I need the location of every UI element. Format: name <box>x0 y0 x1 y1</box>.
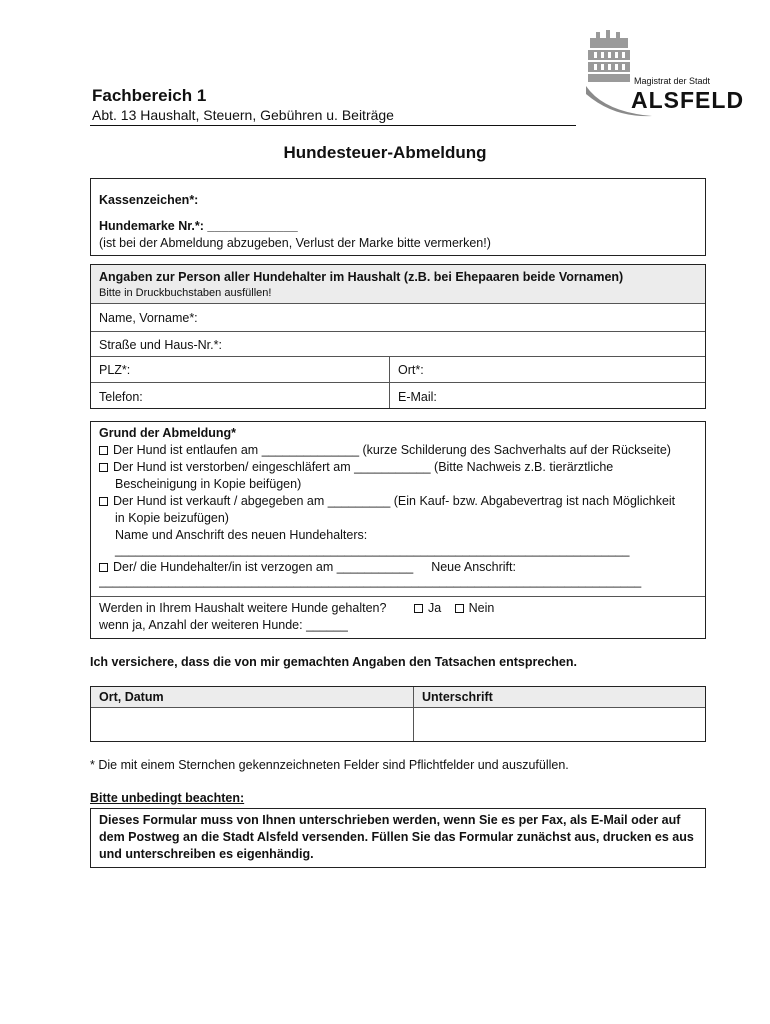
ort-field[interactable] <box>389 357 705 382</box>
unterschrift-field[interactable] <box>413 708 705 741</box>
signature-header-row <box>91 687 705 707</box>
logo-city-name: ALSFELD <box>631 87 745 113</box>
section-identification <box>90 178 706 256</box>
personal-note: Bitte in Druckbuchstaben ausfüllen! <box>99 287 272 299</box>
signature-input-row <box>91 707 705 741</box>
reason-option-sold-cont: in Kopie beizufügen) <box>115 511 229 525</box>
option-nein[interactable] <box>455 600 495 617</box>
ort-datum-header: Ort, Datum <box>99 690 164 704</box>
name-label: Name, Vorname*: <box>99 311 198 325</box>
personal-heading-row <box>91 265 705 303</box>
reason-option-moved-label: Der/ die Hundehalter/in ist verzogen am ___________ <box>113 560 414 574</box>
checkbox-icon[interactable] <box>99 463 108 472</box>
other-dogs-row <box>91 596 705 638</box>
notice-box <box>90 808 706 868</box>
telefon-field[interactable] <box>91 383 389 408</box>
plz-field[interactable] <box>91 357 389 382</box>
option-ja[interactable] <box>414 600 441 617</box>
checkbox-icon[interactable] <box>414 604 423 613</box>
section-reason <box>90 421 706 639</box>
plz-label: PLZ*: <box>99 363 131 377</box>
reason-option-deceased[interactable] <box>99 459 697 476</box>
checkbox-icon[interactable] <box>99 497 108 506</box>
hundemarke-block <box>91 215 705 255</box>
new-owner-label: Name und Anschrift des neuen Hundehalters: <box>115 528 368 542</box>
telefon-label: Telefon: <box>99 390 143 404</box>
hundemarke-label: Hundemarke Nr.*: _____________ <box>99 219 298 233</box>
header-divider <box>90 125 576 126</box>
kassenzeichen-label: Kassenzeichen*: <box>99 193 199 207</box>
reason-option-sold[interactable] <box>99 493 697 510</box>
plz-ort-row <box>91 356 705 382</box>
street-label: Straße und Haus-Nr.*: <box>99 338 222 352</box>
checkbox-icon[interactable] <box>99 563 108 572</box>
reason-heading: Grund der Abmeldung* <box>99 426 237 440</box>
department-title: Fachbereich 1 <box>92 86 207 105</box>
subdepartment-title: Abt. 13 Haushalt, Steuern, Gebühren u. Beiträge <box>92 107 394 123</box>
section-personal-data <box>90 264 706 409</box>
signature-table <box>90 686 706 742</box>
declaration-text: Ich versichere, dass die von mir gemachten Angaben den Tatsachen entsprechen. <box>90 655 577 669</box>
unterschrift-header: Unterschrift <box>413 687 705 707</box>
reason-options <box>91 422 705 596</box>
email-label: E-Mail: <box>398 390 437 404</box>
option-ja-label: Ja <box>427 601 442 615</box>
personal-heading: Angaben zur Person aller Hundehalter im Haushalt (z.B. bei Ehepaaren beide Vornamen) <box>99 270 624 284</box>
form-title: Hundesteuer-Abmeldung <box>283 143 487 162</box>
hundemarke-row[interactable] <box>91 215 705 255</box>
footnote: * Die mit einem Sternchen gekennzeichneten Felder sind Pflichtfelder und auszufüllen. <box>90 758 569 772</box>
contact-row <box>91 382 705 408</box>
street-row[interactable] <box>91 331 705 356</box>
new-owner-line[interactable]: __________________________________________________________________________ <box>115 543 630 557</box>
reason-option-deceased-cont: Bescheinigung in Kopie beifügen) <box>115 477 302 491</box>
email-field[interactable] <box>389 383 705 408</box>
reason-option-sold-label: Der Hund ist verkauft / abgegeben am _________ (Ein Kauf- bzw. Abgabevertrag ist nach Möglichkeit <box>113 494 676 508</box>
hundemarke-note: (ist bei der Abmeldung abzugeben, Verlust der Marke bitte vermerken!) <box>99 236 491 250</box>
reason-option-lost-label: Der Hund ist entlaufen am ______________ (kurze Schilderung des Sachverhalts auf der Rückseite) <box>113 443 671 457</box>
new-address-line[interactable]: ______________________________________________________________________________ <box>99 574 642 588</box>
checkbox-icon[interactable] <box>99 446 108 455</box>
personal-heading-block <box>91 265 705 303</box>
other-dogs-question-line <box>99 600 697 617</box>
new-address-label: Neue Anschrift: <box>431 560 516 574</box>
city-logo <box>584 30 745 122</box>
name-row[interactable] <box>91 303 705 331</box>
ort-datum-field[interactable] <box>91 708 413 741</box>
logo-small-text: Magistrat der Stadt <box>634 76 711 86</box>
reason-option-deceased-label: Der Hund ist verstorben/ eingeschläfert am ___________ (Bitte Nachweis z.B. tierärztliche <box>113 460 614 474</box>
other-dogs-count[interactable]: wenn ja, Anzahl der weiteren Hunde: ______ <box>99 618 348 632</box>
ort-label: Ort*: <box>398 363 424 377</box>
reason-option-lost[interactable] <box>99 442 697 459</box>
checkbox-icon[interactable] <box>455 604 464 613</box>
other-dogs-question: Werden in Ihrem Haushalt weitere Hunde gehalten? <box>99 601 387 615</box>
notice-text: Dieses Formular muss von Ihnen unterschrieben werden, wenn Sie es per Fax, als E-Mail oder auf dem Postweg an die Stadt Alsfeld versenden. Füllen Sie das Formular zunächst aus, drucken es aus und unterschreiben es eigenhändig. <box>99 813 694 861</box>
option-nein-label: Nein <box>468 601 495 615</box>
kassenzeichen-row[interactable] <box>91 179 705 215</box>
notice-heading: Bitte unbedingt beachten: <box>90 791 245 805</box>
